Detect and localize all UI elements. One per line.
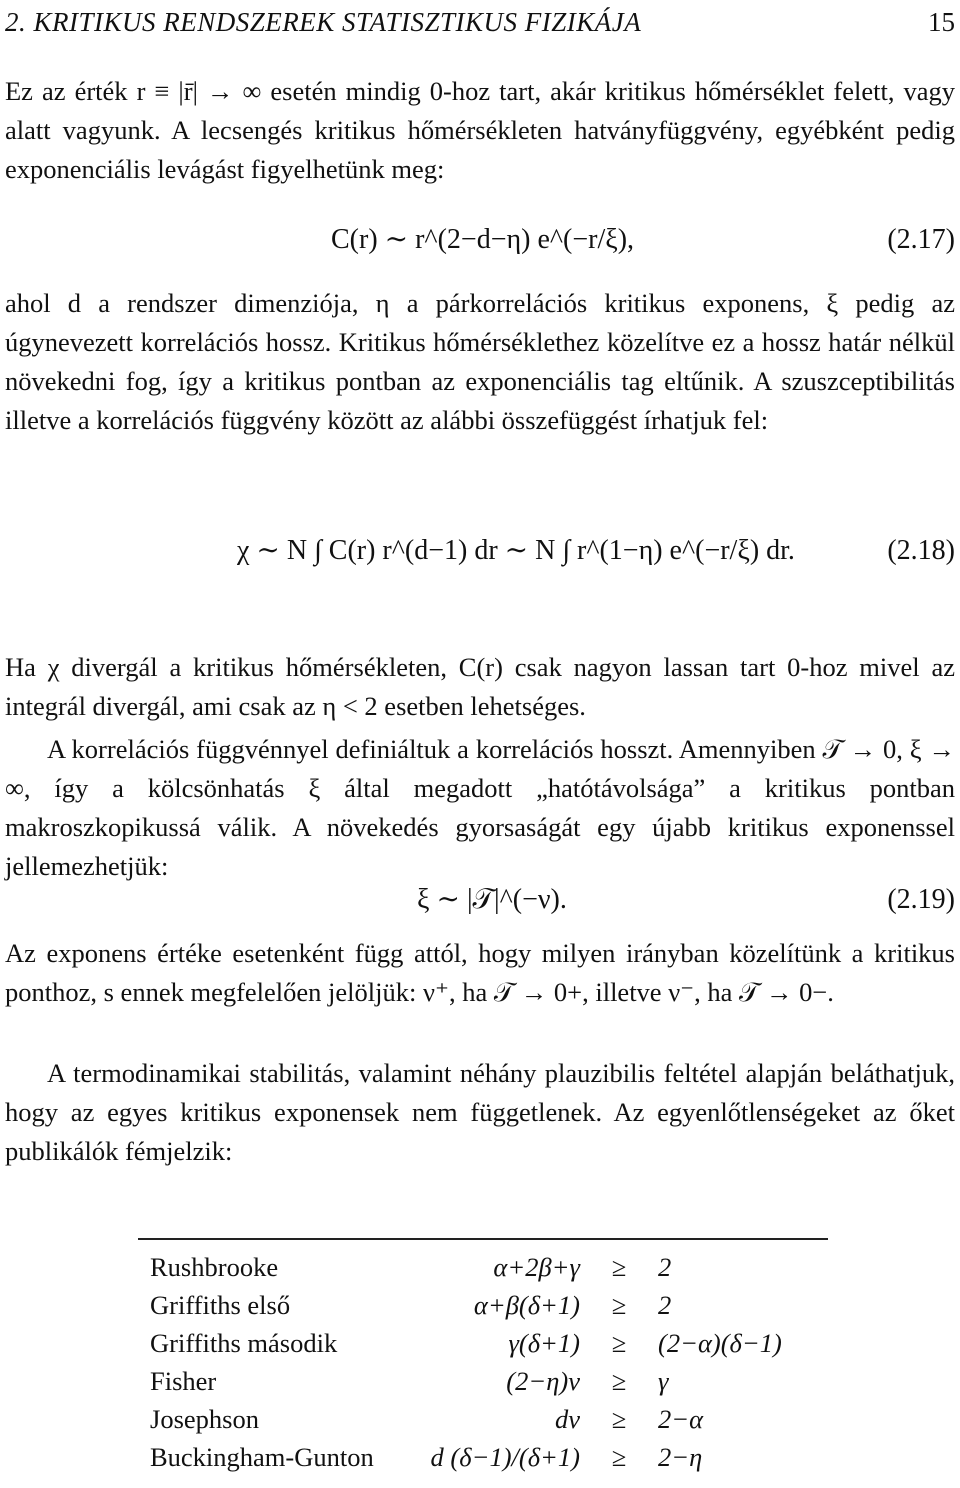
paragraph-2: ahol d a rendszer dimenziója, η a párkorrelációs kritikus exponens, ξ pedig az úgynevezett korrelációs hossz. Kritikus hőmérséklethez közelítve ez a hossz határ nélkül növekedni fog, így a kritikus pontban az exponenciális tag eltűnik. A szuszceptibilitás illetve a korrelációs függvény között az alábbi összefüggést írhatjuk fel: [5, 288, 955, 435]
inequality-relation: ≥ [611, 1251, 627, 1282]
paragraph-4: A korrelációs függvénnyel definiáltuk a korrelációs hosszt. Amennyiben 𝒯 → 0, ξ → ∞, így a kölcsönhatás ξ által megadott „hatótávolsága” a kritikus pontban makroszkopikussá válik. A növekedés gyorsaságát egy újabb kritikus exponenssel jellemezhetjük: [5, 734, 955, 881]
inequality-lhs: d (δ−1)/(δ+1) [430, 1441, 580, 1472]
equation-expression: C(r) ∼ r^(2−d−η) e^(−r/ξ), [331, 224, 635, 255]
inequality-name: Fisher [150, 1365, 217, 1396]
inequality-lhs: dν [554, 1403, 580, 1434]
inequality-row [138, 1362, 828, 1400]
inequality-lhs: α+β(δ+1) [473, 1289, 580, 1320]
running-header [5, 4, 955, 40]
page-number: 15 [928, 7, 955, 37]
inequality-row [138, 1248, 828, 1286]
paragraph-6: A termodinamikai stabilitás, valamint néhány plauzibilis feltétel alapján beláthatjuk, hogy az egyes kritikus exponensek nem függetlenek. Az egyenlőtlenségeket az őket publikálók fémjelzik: [5, 1058, 955, 1166]
equation-expression: χ ∼ N ∫ C(r) r^(d−1) dr ∼ N ∫ r^(1−η) e^(−r/ξ) dr. [237, 535, 795, 566]
inequality-name: Griffiths első [150, 1289, 291, 1320]
inequality-name: Josephson [150, 1403, 259, 1434]
inequality-lhs: α+2β+γ [493, 1251, 580, 1282]
inequality-relation: ≥ [611, 1327, 627, 1358]
paragraph-5: Az exponens értéke esetenként függ attól, hogy milyen irányban közelítünk a kritikus ponthoz, s ennek megfelelően jelöljük: ν⁺, ha 𝒯 → 0+, illetve ν⁻, ha 𝒯 → 0−. [5, 938, 955, 1007]
inequality-row [138, 1324, 828, 1362]
inequality-rhs: 2 [658, 1289, 672, 1320]
inequality-rhs: 2−η [658, 1441, 703, 1472]
inequality-name: Rushbrooke [150, 1251, 279, 1282]
inequality-row [138, 1286, 828, 1324]
inequality-relation: ≥ [611, 1441, 627, 1472]
equation-expression: ξ ∼ |𝒯|^(−ν). [417, 884, 567, 915]
inequality-relation: ≥ [611, 1365, 627, 1396]
inequality-relation: ≥ [611, 1289, 627, 1320]
inequality-lhs: (2−η)ν [506, 1365, 580, 1396]
inequality-rhs: 2−α [658, 1403, 704, 1434]
inequality-relation: ≥ [611, 1403, 627, 1434]
inequality-rhs: γ [658, 1365, 669, 1396]
inequalities-table [138, 1238, 828, 1476]
equation-number: (2.17) [887, 224, 955, 255]
paragraph-1: Ez az érték r ≡ |r̄| → ∞ esetén mindig 0-hoz tart, akár kritikus hőmérséklet felett, vagy alatt vagyunk. A lecsengés kritikus hőmérsékleten hatványfüggvény, egyébként pedig exponenciális levágást figyelhetünk meg: [5, 76, 955, 184]
equation-number: (2.18) [887, 535, 955, 566]
inequality-lhs: γ(δ+1) [508, 1327, 580, 1358]
chapter-title: 2. KRITIKUS RENDSZEREK STATISZTIKUS FIZIKÁJA [5, 7, 642, 37]
inequality-row [138, 1438, 828, 1476]
inequality-row [138, 1400, 828, 1438]
paragraph-3: Ha χ divergál a kritikus hőmérsékleten, C(r) csak nagyon lassan tart 0-hoz mivel az integrál divergál, ami csak az η < 2 esetben lehetséges. [5, 652, 955, 721]
inequality-rhs: 2 [658, 1251, 672, 1282]
inequality-name: Griffiths második [150, 1327, 338, 1358]
equation-number: (2.19) [887, 884, 955, 915]
inequality-rhs: (2−α)(δ−1) [658, 1327, 782, 1358]
inequality-name: Buckingham-Gunton [150, 1441, 374, 1472]
